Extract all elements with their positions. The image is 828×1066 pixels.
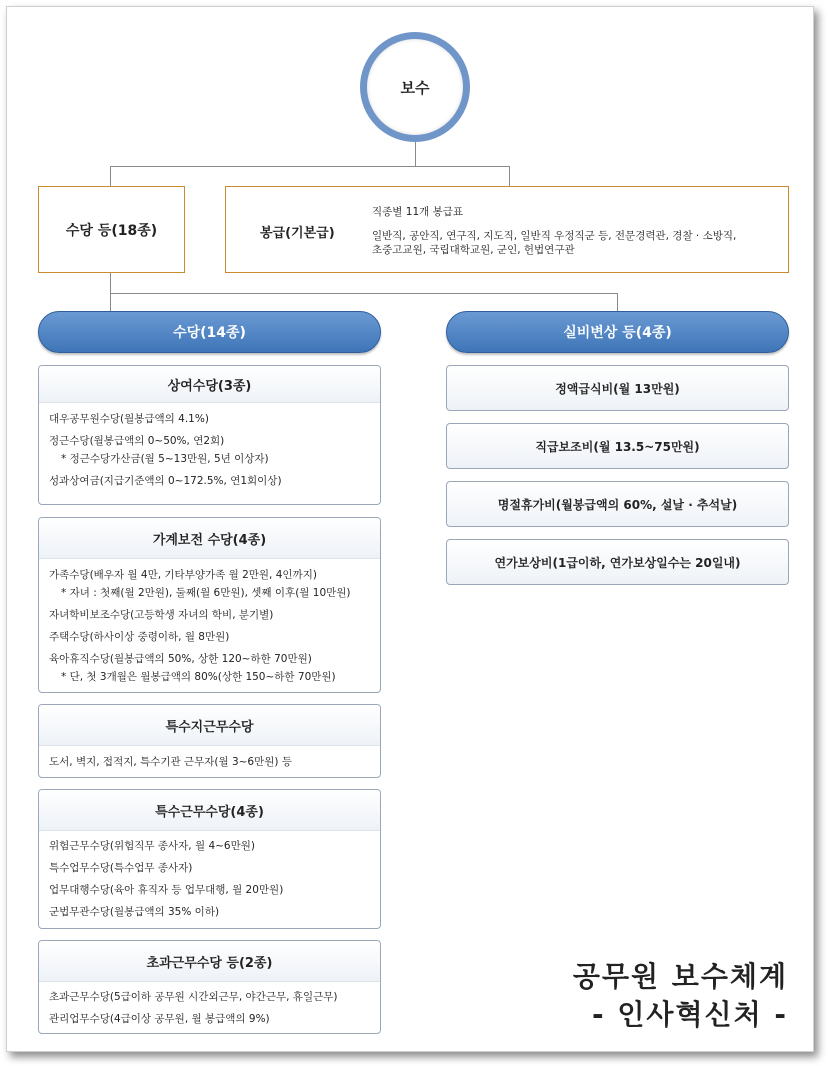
card-title: 가계보전 수당(4종): [39, 518, 380, 559]
card-row: 군법무관수당(월봉급액의 35% 이하): [49, 906, 220, 918]
card-row: 주택수당(하사이상 중령이하, 월 8만원): [49, 631, 230, 643]
card-row-note: * 자녀 : 첫째(월 2만원), 둘째(월 6만원), 셋째 이후(월 10만원): [61, 587, 351, 599]
connector-mid-right-down: [617, 293, 618, 311]
annual-leave-compensation-card: [446, 539, 789, 585]
card-row: 업무대행수당(육아 휴직자 등 업무대행, 월 20만원): [49, 884, 284, 896]
expense-header: [446, 311, 789, 353]
connector-top-horizontal: [110, 166, 510, 167]
connector-root-down: [415, 142, 416, 166]
expense-item-label: 명절휴가비(월봉급액의 60%, 설날 · 추석날): [497, 497, 738, 512]
allowance-header: [38, 311, 381, 353]
meal-allowance-card: [446, 365, 789, 411]
card-row: 대우공무원수당(월봉급액의 4.1%): [49, 413, 209, 425]
card-row: 관리업무수당(4급이상 공무원, 월 봉급액의 9%): [49, 1013, 270, 1025]
caption-title: 공무원 보수체계: [572, 960, 788, 993]
expense-item-label: 직급보조비(월 13.5~75만원): [535, 439, 700, 454]
connector-mid-horizontal: [110, 293, 617, 294]
connector-right-down: [509, 166, 510, 186]
card-row-note: * 단, 첫 3개월은 월봉급액의 80%(상한 150~하한 70만원): [61, 671, 336, 683]
special-duty-allowance-card: [38, 789, 381, 929]
card-row: 초과근무수당(5급이하 공무원 시간외근무, 야간근무, 휴일근무): [49, 991, 338, 1003]
base-pay-box: [225, 186, 789, 273]
caption-source: - 인사혁신처 -: [592, 998, 788, 1031]
base-pay-label: 봉급(기본급): [260, 226, 335, 241]
expense-item-label: 정액급식비(월 13만원): [555, 381, 680, 396]
bonus-allowance-card: [38, 365, 381, 505]
card-title: 특수지근무수당: [39, 705, 380, 746]
base-pay-desc-2: 일반직, 공안직, 연구직, 지도직, 일반직 우정직군 등, 전문경력관, 경찰 · 소방직,: [372, 230, 737, 242]
special-region-allowance-card: [38, 704, 381, 778]
expense-item-label: 연가보상비(1급이하, 연가보상일수는 20일내): [494, 555, 741, 570]
expense-header-label: 실비변상 등(4종): [563, 325, 672, 341]
card-row: 정근수당(월봉급액의 0~50%, 연2회): [49, 435, 225, 447]
rank-subsidy-card: [446, 423, 789, 469]
holiday-bonus-card: [446, 481, 789, 527]
card-title: 특수근무수당(4종): [39, 790, 380, 831]
allowance-group-box: [38, 186, 185, 273]
card-row: 육아휴직수당(월봉급액의 50%, 상한 120~하한 70만원): [49, 653, 312, 665]
root-node: [360, 32, 470, 142]
allowance-group-label: 수당 등(18종): [65, 222, 158, 239]
card-row-note: * 정근수당가산금(월 5~13만원, 5년 이상자): [61, 453, 269, 465]
household-allowance-card: [38, 517, 381, 693]
card-row: 성과상여금(지급기준액의 0~172.5%, 연1회이상): [49, 475, 282, 487]
base-pay-desc-1: 직종별 11개 봉급표: [372, 206, 464, 218]
root-label: 보수: [400, 78, 430, 97]
card-row: 도서, 벽지, 접적지, 특수기관 근무자(월 3~6만원) 등: [49, 756, 292, 768]
overtime-allowance-card: [38, 940, 381, 1034]
base-pay-desc-3: 초중고교원, 국립대학교원, 군인, 헌법연구관: [372, 244, 575, 256]
allowance-header-label: 수당(14종): [173, 325, 246, 341]
card-row: 자녀학비보조수당(고등학생 자녀의 학비, 분기별): [49, 609, 274, 621]
card-row: 위험근무수당(위험직무 종사자, 월 4~6만원): [49, 840, 255, 852]
connector-mid-left-down: [110, 293, 111, 311]
card-title: 상여수당(3종): [39, 366, 380, 403]
card-title: 초과근무수당 등(2종): [39, 941, 380, 982]
connector-allowance-down: [110, 273, 111, 293]
card-row: 가족수당(배우자 월 4만, 기타부양가족 월 2만원, 4인까지): [49, 569, 317, 581]
connector-left-down: [110, 166, 111, 186]
card-row: 특수업무수당(특수업무 종사자): [49, 862, 193, 874]
